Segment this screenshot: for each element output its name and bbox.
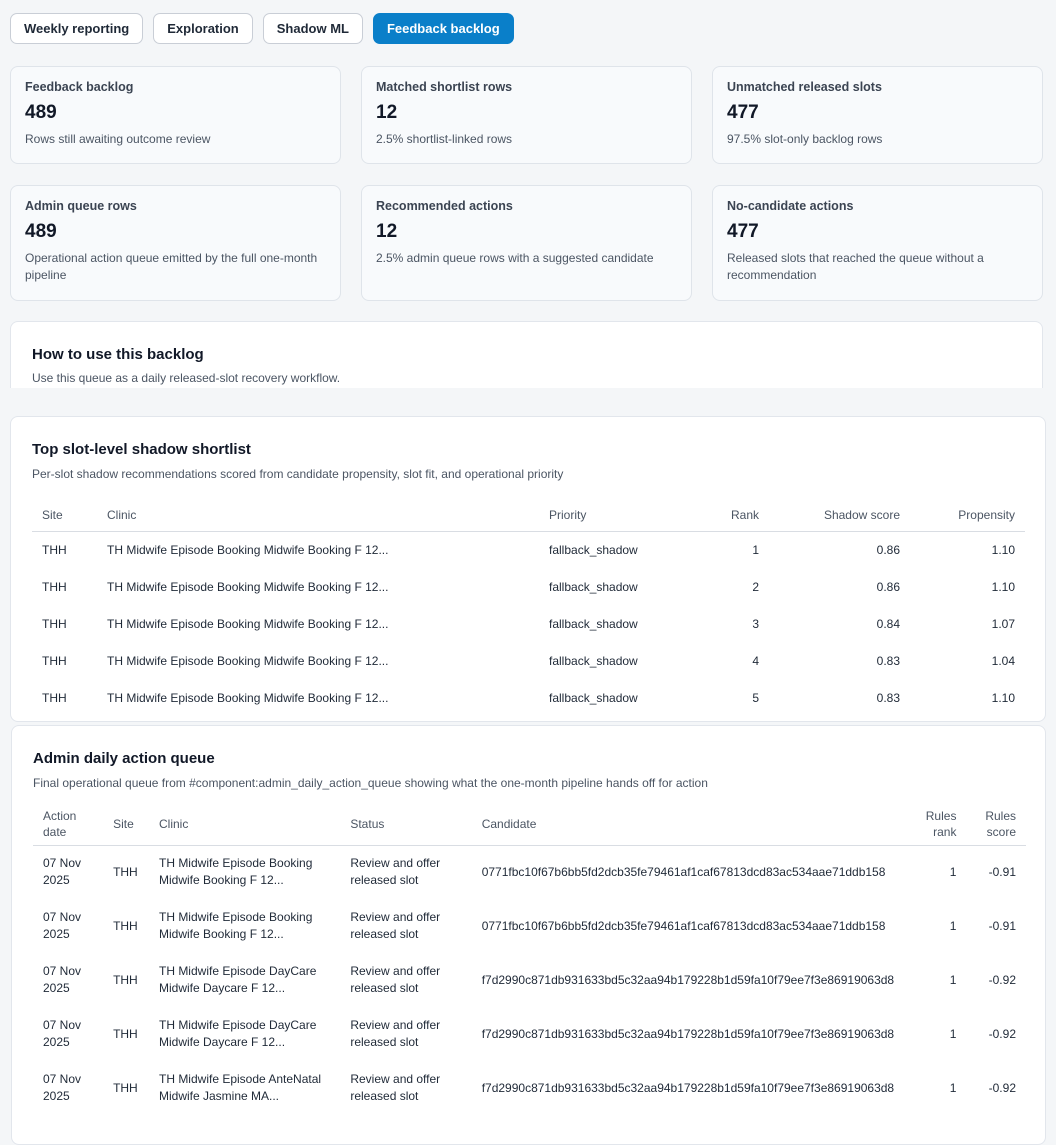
shortlist-table	[32, 499, 1025, 716]
cell-status: Review and offer released slot	[350, 1072, 441, 1103]
cell-candidate: f7d2990c871db931633bd5c32aa94b179228b1d59fa10f79ee7f3e86919063d8	[481, 1080, 895, 1095]
metric-label: No-candidate actions	[727, 199, 854, 213]
table-row	[32, 679, 1025, 716]
cell-site: THH	[113, 1080, 138, 1095]
queue-title: Admin daily action queue	[33, 750, 215, 767]
cell-rank: 3	[752, 616, 759, 631]
col-rank[interactable]: Rank	[669, 499, 769, 531]
metric-card-matched-shortlist	[361, 66, 692, 164]
metric-card-feedback-backlog	[10, 66, 341, 164]
shortlist-panel	[10, 416, 1046, 722]
table-row	[32, 605, 1025, 642]
cell-status: Review and offer released slot	[350, 910, 441, 941]
cell-action-date: 07 Nov 2025	[43, 910, 82, 941]
col-priority[interactable]: Priority	[539, 499, 669, 531]
queue-subtitle: Final operational queue from #component:admin_daily_action_queue showing what the one-month pipeline hands off for action	[33, 776, 708, 790]
cell-status: Review and offer released slot	[350, 1018, 441, 1049]
cell-shadow-score: 0.83	[876, 690, 900, 705]
cell-shadow-score: 0.86	[876, 542, 900, 557]
metric-subtext: Rows still awaiting outcome review	[25, 132, 211, 146]
col-site[interactable]: Site	[103, 804, 149, 845]
shortlist-title: Top slot-level shadow shortlist	[32, 441, 251, 458]
cell-clinic: TH Midwife Episode DayCare Midwife Daycare F 12...	[158, 1018, 317, 1049]
cell-clinic: TH Midwife Episode AnteNatal Midwife Jasmine MA...	[158, 1072, 322, 1103]
cell-site: THH	[42, 542, 67, 557]
table-row	[33, 845, 1026, 899]
cell-propensity: 1.10	[991, 579, 1015, 594]
cell-site: THH	[42, 616, 67, 631]
col-clinic[interactable]: Clinic	[97, 499, 539, 531]
metric-value: 477	[727, 221, 759, 242]
cell-clinic: TH Midwife Episode Booking Midwife Booking F 12...	[107, 542, 389, 557]
cell-site: THH	[113, 864, 138, 879]
shortlist-subtitle: Per-slot shadow recommendations scored from candidate propensity, slot fit, and operational priority	[32, 467, 564, 481]
cell-action-date: 07 Nov 2025	[43, 1072, 82, 1103]
col-candidate[interactable]: Candidate	[472, 804, 904, 845]
metric-card-unmatched-slots	[712, 66, 1043, 164]
metric-value: 477	[727, 102, 759, 123]
col-rules-score[interactable]: Rules score	[966, 804, 1026, 845]
cell-candidate: 0771fbc10f67b6bb5fd2dcb35fe79461af1caf67813dcd83ac534aae71ddb158	[481, 918, 886, 933]
cell-clinic: TH Midwife Episode Booking Midwife Booking F 12...	[158, 910, 313, 941]
cell-rules-score: -0.91	[988, 918, 1016, 933]
metric-card-admin-queue-rows	[10, 185, 341, 301]
cell-rank: 2	[752, 579, 759, 594]
table-row	[33, 953, 1026, 1007]
cell-candidate: 0771fbc10f67b6bb5fd2dcb35fe79461af1caf67813dcd83ac534aae71ddb158	[481, 864, 886, 879]
cell-status: Review and offer released slot	[350, 856, 441, 888]
col-site[interactable]: Site	[32, 499, 97, 531]
cell-site: THH	[42, 653, 67, 668]
table-row	[32, 531, 1025, 568]
tab-bar	[10, 13, 514, 44]
queue-table	[33, 804, 1026, 1115]
table-row	[33, 1007, 1026, 1061]
col-propensity[interactable]: Propensity	[910, 499, 1025, 531]
cell-candidate: f7d2990c871db931633bd5c32aa94b179228b1d59fa10f79ee7f3e86919063d8	[481, 972, 895, 987]
cell-clinic: TH Midwife Episode Booking Midwife Booking F 12...	[107, 579, 389, 594]
col-rules-rank[interactable]: Rules rank	[904, 804, 966, 845]
metric-card-recommended-actions	[361, 185, 692, 301]
cell-priority: fallback_shadow	[549, 616, 638, 631]
howto-title: How to use this backlog	[32, 346, 204, 363]
cell-rank: 1	[752, 542, 759, 557]
metric-value: 489	[25, 221, 57, 242]
metric-value: 12	[376, 221, 398, 242]
cell-priority: fallback_shadow	[549, 579, 638, 594]
cell-clinic: TH Midwife Episode DayCare Midwife Daycare F 12...	[158, 964, 317, 995]
col-status[interactable]: Status	[340, 804, 471, 845]
cell-site: THH	[42, 690, 67, 705]
cell-rank: 5	[752, 690, 759, 705]
cell-site: THH	[113, 1026, 138, 1041]
cell-candidate: f7d2990c871db931633bd5c32aa94b179228b1d59fa10f79ee7f3e86919063d8	[481, 1026, 895, 1041]
metric-label: Recommended actions	[376, 199, 513, 213]
table-row	[33, 899, 1026, 953]
cell-rules-rank: 1	[949, 1026, 957, 1041]
tab-feedback-backlog[interactable]: Feedback backlog	[373, 13, 514, 44]
tab-exploration[interactable]: Exploration	[153, 13, 253, 44]
cell-shadow-score: 0.84	[876, 616, 900, 631]
cell-shadow-score: 0.83	[876, 653, 900, 668]
cell-propensity: 1.10	[991, 542, 1015, 557]
cell-action-date: 07 Nov 2025	[43, 856, 82, 888]
col-clinic[interactable]: Clinic	[149, 804, 340, 845]
cell-priority: fallback_shadow	[549, 542, 638, 557]
metric-card-no-candidate-actions	[712, 185, 1043, 301]
table-row	[33, 1061, 1026, 1115]
cell-rules-rank: 1	[949, 972, 957, 987]
metric-label: Unmatched released slots	[727, 80, 882, 94]
metric-value: 12	[376, 102, 398, 123]
howto-subtitle: Use this queue as a daily released-slot recovery workflow.	[32, 371, 341, 385]
cell-rules-rank: 1	[949, 918, 957, 933]
cell-clinic: TH Midwife Episode Booking Midwife Booking F 12...	[107, 616, 389, 631]
metric-label: Matched shortlist rows	[376, 80, 513, 94]
cell-rules-rank: 1	[949, 1080, 957, 1095]
col-shadow-score[interactable]: Shadow score	[769, 499, 910, 531]
cell-priority: fallback_shadow	[549, 653, 638, 668]
cell-shadow-score: 0.86	[876, 579, 900, 594]
metric-value: 489	[25, 102, 57, 123]
metric-subtext: 2.5% shortlist-linked rows	[376, 132, 513, 146]
table-row	[32, 642, 1025, 679]
cell-action-date: 07 Nov 2025	[43, 1018, 82, 1049]
cell-clinic: TH Midwife Episode Booking Midwife Booking F 12...	[107, 690, 389, 705]
howto-panel	[10, 321, 1043, 388]
admin-queue-panel	[11, 725, 1046, 1145]
cell-priority: fallback_shadow	[549, 690, 638, 705]
col-action-date[interactable]: Action date	[33, 804, 103, 845]
tab-shadow-ml[interactable]: Shadow ML	[263, 13, 363, 44]
cell-propensity: 1.10	[991, 690, 1015, 705]
metric-label: Admin queue rows	[25, 199, 137, 213]
cell-rules-score: -0.92	[988, 972, 1016, 987]
cell-action-date: 07 Nov 2025	[43, 964, 82, 995]
cell-rules-score: -0.92	[988, 1080, 1016, 1095]
cell-clinic: TH Midwife Episode Booking Midwife Booking F 12...	[158, 856, 313, 888]
cell-site: THH	[113, 972, 138, 987]
cell-rules-score: -0.92	[988, 1026, 1016, 1041]
metric-subtext: Operational action queue emitted by the full one-month pipeline	[25, 251, 318, 282]
tab-weekly-reporting[interactable]: Weekly reporting	[10, 13, 143, 44]
table-row	[32, 568, 1025, 605]
cell-propensity: 1.04	[991, 653, 1015, 668]
metric-subtext: 2.5% admin queue rows with a suggested candidate	[376, 251, 654, 265]
cell-site: THH	[113, 918, 138, 933]
metric-subtext: 97.5% slot-only backlog rows	[727, 132, 883, 146]
cell-status: Review and offer released slot	[350, 964, 441, 995]
metric-subtext: Released slots that reached the queue without a recommendation	[727, 251, 984, 282]
cell-rank: 4	[752, 653, 759, 668]
cell-rules-score: -0.91	[988, 864, 1016, 879]
cell-rules-rank: 1	[949, 864, 957, 879]
metric-label: Feedback backlog	[25, 80, 134, 94]
cell-clinic: TH Midwife Episode Booking Midwife Booking F 12...	[107, 653, 389, 668]
cell-site: THH	[42, 579, 67, 594]
cell-propensity: 1.07	[991, 616, 1015, 631]
